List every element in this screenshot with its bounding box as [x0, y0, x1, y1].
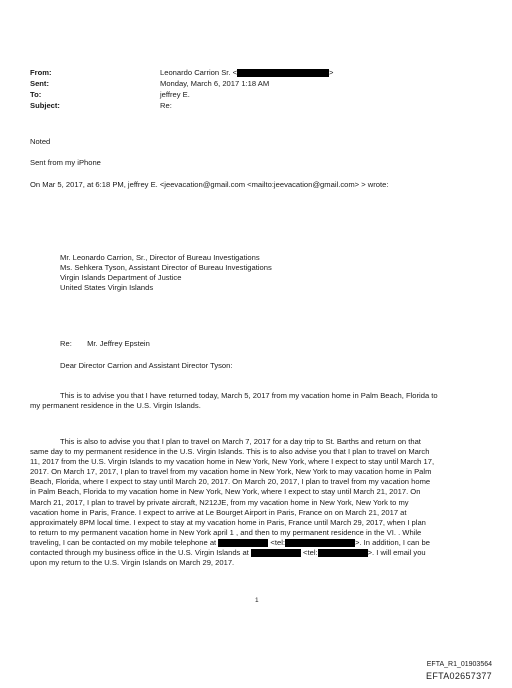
- from-label: From:: [30, 68, 52, 77]
- para-line: upon my return to the U.S. Virgin Islands on March 29, 2017.: [30, 558, 235, 568]
- from-value: [160, 68, 333, 78]
- redaction-box: [285, 539, 355, 547]
- salutation: Dear Director Carrion and Assistant Director Tyson:: [60, 361, 233, 370]
- re-line: [60, 339, 150, 349]
- quote-intro: On Mar 5, 2017, at 6:18 PM, jeffrey E. <jeevacation@gmail.com <mailto:jeevacation@gmail.com> > wrote:: [30, 180, 389, 189]
- para-line: approximately 8PM local time. I expect to stay at my vacation home in Paris, France until March 29, 2017, when I plan: [30, 517, 426, 527]
- tel-text: <tel:: [270, 537, 285, 547]
- para-line: to return to my permanent vacation home in New York april 1 , and then to my permanent residence in the VI. . While: [30, 527, 422, 537]
- sent-value: Monday, March 6, 2017 1:18 AM: [160, 79, 270, 88]
- sent-label: Sent:: [30, 79, 49, 88]
- bates-number-1: EFTA_R1_01903564: [426, 661, 492, 668]
- para-line: vacation home in Paris, France. I expect to arrive at Le Bourget Airport in Paris, France on on March 21, 2017 at: [30, 507, 407, 517]
- para-text: >. In addition, I can be: [355, 537, 430, 547]
- sent-from-text: Sent from my iPhone: [30, 158, 101, 167]
- to-label: To:: [30, 90, 42, 99]
- re-label: Re:: [60, 339, 72, 348]
- para-text: traveling, I can be contacted on my mobile telephone at: [30, 537, 217, 547]
- address-block: [60, 253, 272, 293]
- redaction-box: [318, 549, 368, 557]
- subject-label: Subject:: [30, 101, 60, 110]
- para-line: my permanent residence in the U.S. Virgin Islands.: [30, 401, 201, 411]
- address-line: Ms. Sehkera Tyson, Assistant Director of Bureau Investigations: [60, 263, 272, 273]
- para-line: March 21, 2017, I plan to travel by private aircraft, N212JE, from my vacation home in New York, New York to my: [30, 497, 409, 507]
- paragraph-1: [30, 391, 438, 411]
- address-line: Virgin Islands Department of Justice: [60, 273, 182, 283]
- para-line: 2017. On March 17, 2017, I plan to travel from my vacation home in New York, New York to may vacation home in Palm: [30, 467, 432, 477]
- para-line: same day to my permanent residence in the U.S. Virgin Islands. This is to also advise you that I plan to travel on March: [30, 447, 430, 457]
- address-line: United States Virgin Islands: [60, 283, 154, 293]
- redaction-box: [251, 549, 301, 557]
- noted-text: Noted: [30, 137, 51, 146]
- paragraph-2: [30, 437, 434, 568]
- para-line: 11, 2017 from the U.S. Virgin Islands to my vacation home in New York, New York, where I expect to stay until March 17,: [30, 457, 435, 467]
- redaction-box: [237, 69, 329, 77]
- para-text: contacted through my business office in the U.S. Virgin Islands at: [30, 548, 249, 558]
- tel-text: <tel:: [303, 548, 318, 558]
- para-text: >. I will email you: [367, 548, 426, 558]
- re-value: Mr. Jeffrey Epstein: [87, 339, 150, 348]
- bates-number-2: EFTA02657377: [426, 671, 492, 681]
- from-name: Leonardo Carrion Sr. <: [160, 68, 238, 77]
- para-line: This is to advise you that I have returned today, March 5, 2017 from my vacation home in Palm Beach, Florida to: [60, 391, 438, 400]
- para-line: [30, 538, 434, 548]
- para-line: Beach, Florida, where I expect to stay until March 20, 2017. On March 20, 2017, I plan to travel from my vacation home: [30, 477, 431, 487]
- from-tail: >: [329, 68, 334, 77]
- page-number: 1: [255, 597, 259, 604]
- para-line: in Palm Beach, Florida to my vacation home in New York, New York, where I expect to stay until March 21, 2017. On: [30, 487, 421, 497]
- redaction-box: [218, 539, 268, 547]
- para-line: [30, 548, 434, 558]
- para-line: This is also to advise you that I plan to travel on March 7, 2017 for a day trip to St. Barths and return on that: [60, 437, 421, 446]
- subject-value: Re:: [160, 101, 172, 110]
- address-line: Mr. Leonardo Carrion, Sr., Director of Bureau Investigations: [60, 253, 260, 262]
- to-value: jeffrey E.: [160, 90, 190, 99]
